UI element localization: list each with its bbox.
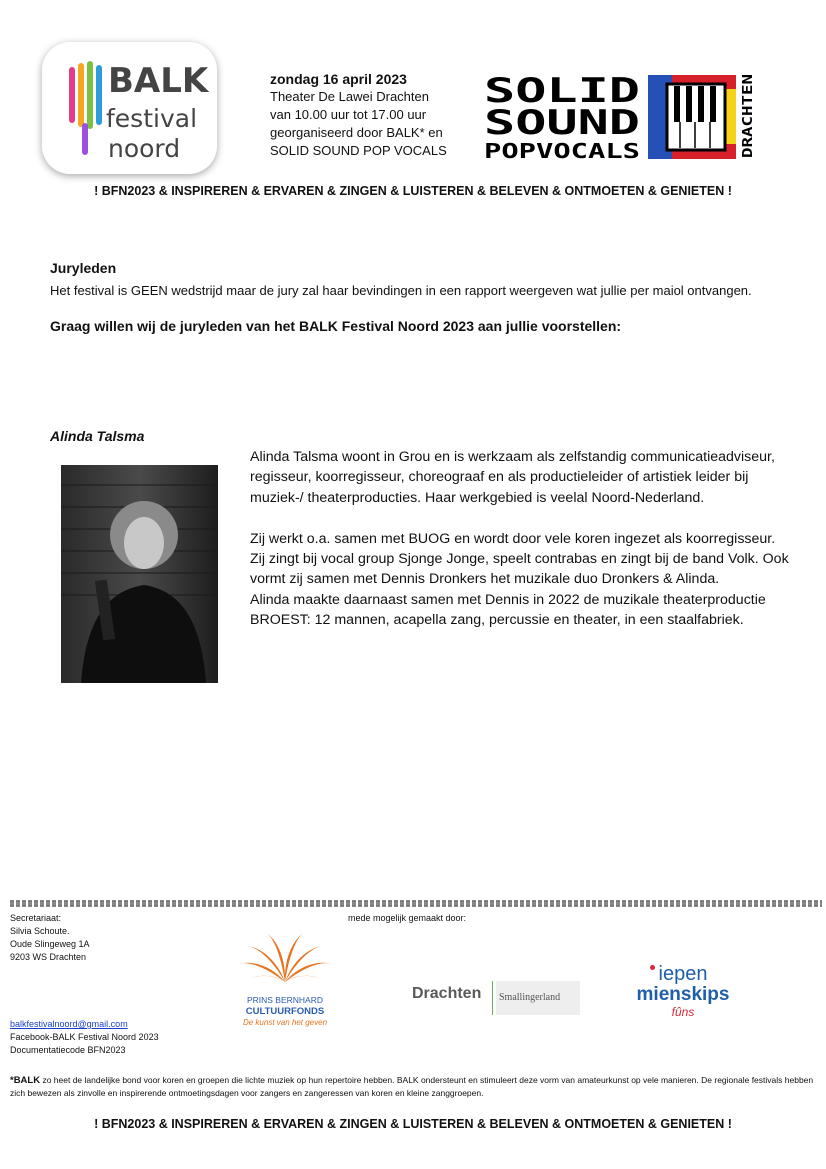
- solid-logo-line3: POPVOCALS: [484, 139, 640, 162]
- email-link[interactable]: balkfestivalnoord@gmail.com: [10, 1019, 128, 1029]
- balk-festival-logo: [42, 42, 217, 174]
- footnote-bold: *BALK: [10, 1075, 41, 1086]
- secretariat-block: [10, 912, 90, 964]
- event-info: [270, 70, 470, 160]
- cultuurfonds-logo: [230, 930, 340, 1030]
- bio-paragraph: Alinda Talsma woont in Grou en is werkzaam als zelfstandig communicatieadviseur, regisseur, koorregisseur, choreograaf en als productieleider of artistiek leider bij muziek-/ theaterproducties. Haar werkgebied is veelal Noord-Nederland.: [250, 449, 775, 506]
- cultuurfonds-tagline: De kunst van het geven: [242, 1018, 328, 1027]
- drachten-divider: [492, 981, 493, 1015]
- cultuurfonds-line1: PRINS BERNHARD: [246, 995, 324, 1005]
- iepen-mienskipsfuns-logo: [628, 963, 738, 1025]
- solid-logo-line1: SOLID: [484, 72, 640, 111]
- drachten-logo: [412, 981, 580, 1015]
- sponsors-label: mede mogelijk gemaakt door:: [348, 913, 467, 923]
- flower-icon: [230, 930, 340, 990]
- solid-logo-side: DRACHTEN: [741, 95, 756, 158]
- jury-member-photo: [61, 465, 218, 683]
- bio-paragraph: Zij werkt o.a. samen met BUOG en wordt door vele koren ingezet als koorregisseur. Zij zingt bij vocal group Sjonge Jonge, speelt contrabas en zingt bij de band Volk. Ook vormt zij samen met Dennis Dronkers het muzikale duo Dronkers & Alinda. Alinda maakte daarnaast samen met Dennis in 2022 de muzikale theaterproductie BROEST: 12 mannen, acapella zang, percussie en theater, in een staalfabriek.: [250, 530, 789, 629]
- event-date: zondag 16 april 2023: [270, 71, 407, 87]
- footer-divider: [10, 900, 822, 907]
- event-organizer: georganiseerd door BALK* en: [270, 125, 443, 140]
- balk-logo-noord: noord: [108, 134, 181, 163]
- cultuurfonds-line2: CULTUURFONDS: [245, 1006, 325, 1017]
- footnote-text: zo heet de landelijke bond voor koren en groepen die lichte muziek op hun repertoire hebben. BALK ondersteunt en stimuleert deze vorm van amateurkunst op vele manieren. De regionale festivals hebben zich bewezen als zinvolle en inspirerende ontmoetingsdagen voor zangers en zangeressen van koren en kleine zanggroepen.: [10, 1075, 814, 1098]
- doc-code: Documentatiecode BFN2023: [10, 1045, 126, 1055]
- iepen-line1: iepen: [658, 963, 708, 985]
- balk-logo-festival: festival: [106, 104, 198, 133]
- intro-heading: Graag willen wij de juryleden van het BALK Festival Noord 2023 aan jullie voorstellen:: [50, 318, 622, 334]
- jury-member-name: Alinda Talsma: [50, 428, 145, 444]
- solid-sound-logo: [484, 72, 759, 162]
- intro-text: Het festival is GEEN wedstrijd maar de jury zal haar bevindingen in een rapport weergeven wat jullie per maiol ontvangen.: [50, 283, 752, 298]
- drachten-name: Drachten: [412, 985, 482, 1002]
- section-title: Juryleden: [50, 260, 117, 276]
- tuning-fork-icon: [42, 42, 217, 174]
- event-organizer-2: SOLID SOUND POP VOCALS: [270, 143, 447, 158]
- event-time: van 10.00 uur tot 17.00 uur: [270, 107, 427, 122]
- secretariat-label: Secretariaat:: [10, 913, 62, 923]
- solid-logo-line2: SOUND: [484, 103, 640, 143]
- drachten-sub: Smallingerland: [499, 992, 561, 1003]
- iepen-line2: mienskips: [636, 984, 730, 1005]
- slogan-top: ! BFN2023 & INSPIREREN & ERVAREN & ZINGEN & LUISTEREN & BELEVEN & ONTMOETEN & GENIETEN !: [94, 184, 732, 198]
- red-dot-icon: [650, 965, 655, 970]
- secretariat-city: 9203 WS Drachten: [10, 952, 87, 962]
- secretariat-street: Oude Slingeweg 1A: [10, 939, 90, 949]
- piano-keys-icon: [648, 75, 736, 159]
- slogan-bottom: ! BFN2023 & INSPIREREN & ERVAREN & ZINGEN & LUISTEREN & BELEVEN & ONTMOETEN & GENIETEN !: [94, 1117, 732, 1131]
- contact-block: [10, 1018, 159, 1057]
- footnote: [10, 1074, 818, 1100]
- jury-member-bio: [250, 447, 790, 651]
- secretariat-name: Silvia Schoute.: [10, 926, 70, 936]
- facebook-text: Facebook-BALK Festival Noord 2023: [10, 1032, 159, 1042]
- iepen-line3: fûns: [671, 1005, 695, 1019]
- balk-logo-word: BALK: [108, 61, 209, 101]
- event-venue: Theater De Lawei Drachten: [270, 89, 429, 104]
